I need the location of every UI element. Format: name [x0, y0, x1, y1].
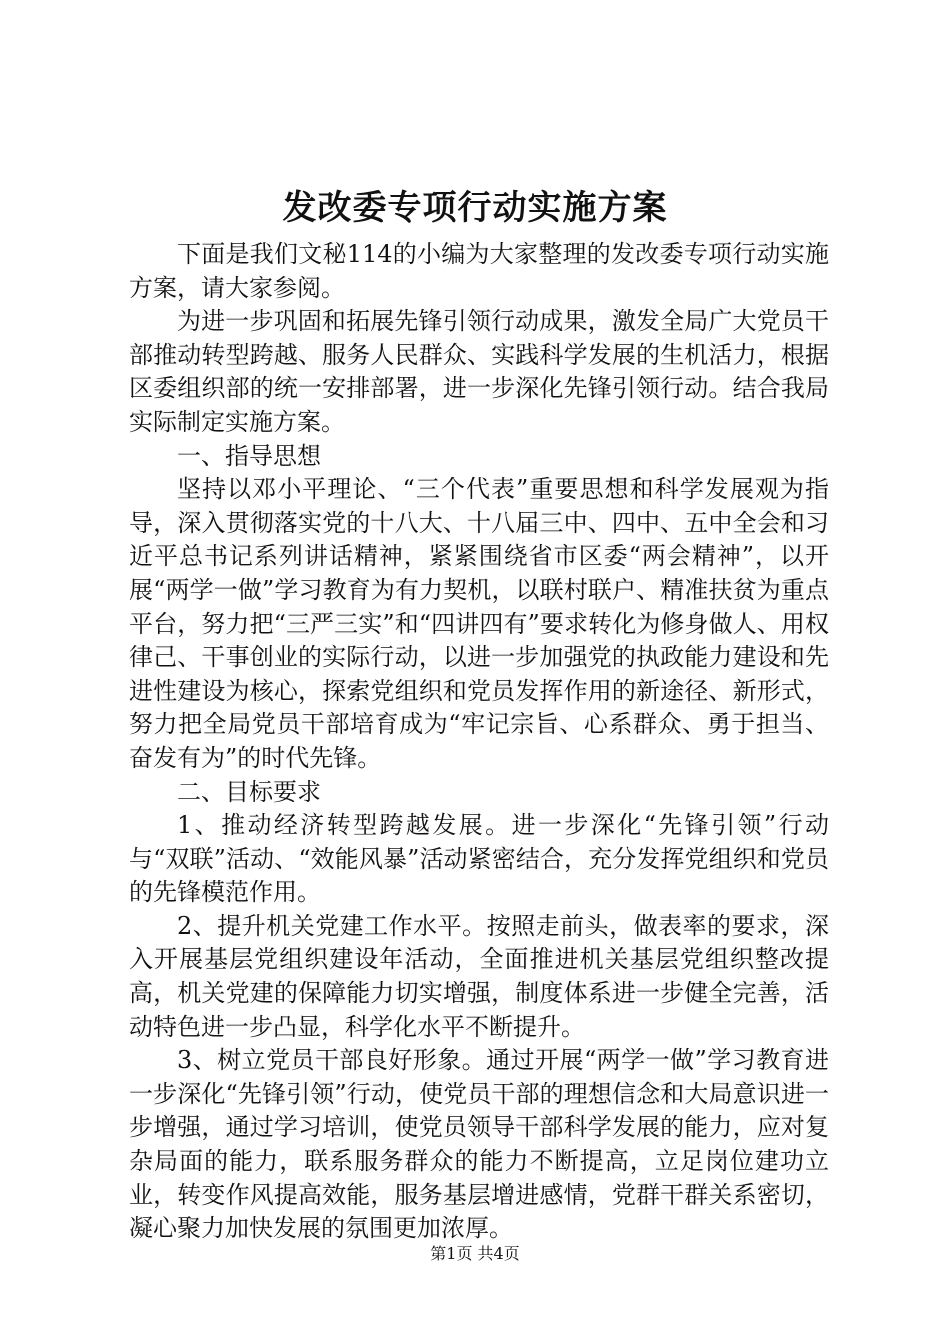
goal-item-1: 1、推动经济转型跨越发展。进一步深化“先锋引领”行动与“双联”活动、“效能风暴”活动紧密结合，充分发挥党组织和党员的先锋模范作用。	[129, 811, 829, 907]
guiding-ideology-paragraph: 坚持以邓小平理论、“三个代表”重要思想和科学发展观为指导，深入贯彻落实党的十八大、十八届三中、四中、五中全会和习近平总书记系列讲话精神，紧紧围绕省市区委“两会精神”，以开展“两学一做”学习教育为有力契机，以联村联户、精准扶贫为重点平台，努力把“三严三实”和“四讲四有”要求转化为修身做人、用权律己、干事创业的实际行动，以进一步加强党的执政能力建设和先进性建设为核心，探索党组织和党员发挥作用的新途径、新形式，努力把全局党员干部培育成为“牢记宗旨、心系群众、勇于担当、奋发有为”的时代先锋。	[129, 475, 829, 772]
purpose-paragraph: 为进一步巩固和拓展先锋引领行动成果，激发全局广大党员干部推动转型跨越、服务人民群众、实践科学发展的生机活力，根据区委组织部的统一安排部署，进一步深化先锋引领行动。结合我局实际制定实施方案。	[129, 307, 829, 436]
document-title: 发改委专项行动实施方案	[282, 188, 668, 228]
document-body	[129, 238, 829, 1246]
intro-paragraph: 下面是我们文秘114的小编为大家整理的发改委专项行动实施方案，请大家参阅。	[129, 240, 829, 302]
section-heading-goals: 二、目标要求	[177, 777, 321, 806]
goal-item-2: 2、提升机关党建工作水平。按照走前头，做表率的要求，深入开展基层党组织建设年活动，全面推进机关基层党组织整改提高，机关党建的保障能力切实增强，制度体系进一步健全完善，活动特色进一步凸显，科学化水平不断提升。	[129, 911, 829, 1041]
page-number-footer: 第1页 共4页	[430, 1244, 520, 1263]
goal-item-3: 3、树立党员干部良好形象。通过开展“两学一做”学习教育进一步深化“先锋引领”行动，使党员干部的理想信念和大局意识进一步增强，通过学习培训，使党员领导干部科学发展的能力，应对复杂局面的能力，联系服务群众的能力不断提高，立足岗位建功立业，转变作风提高效能，服务基层增进感情，党群干群关系密切，凝心聚力加快发展的氛围更加浓厚。	[129, 1046, 829, 1243]
section-heading-guiding-ideology: 一、指导思想	[177, 441, 321, 470]
